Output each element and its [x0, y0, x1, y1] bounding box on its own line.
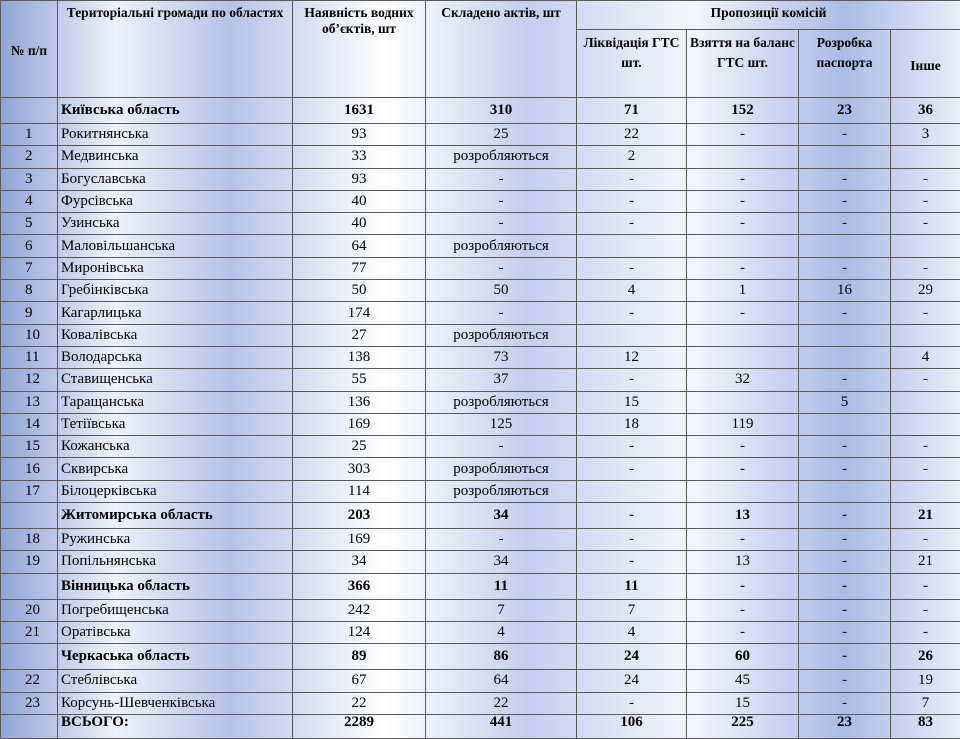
acts-count: 22 — [426, 692, 577, 714]
row-num: 10 — [1, 324, 58, 346]
row-num — [1, 503, 58, 529]
passport-count: - — [799, 573, 891, 599]
passport-count: - — [799, 529, 891, 551]
other-count — [891, 413, 960, 435]
liquidation-count — [577, 480, 687, 502]
header-num: № п/п — [1, 1, 58, 98]
balance-count — [687, 324, 799, 346]
table-row — [1, 436, 960, 458]
row-num: 8 — [1, 280, 58, 302]
passport-count: - — [799, 692, 891, 714]
balance-count: 1 — [687, 280, 799, 302]
liquidation-count: 12 — [577, 346, 687, 368]
community-name: Сквирська — [58, 458, 293, 480]
other-count — [891, 391, 960, 413]
passport-count: 5 — [799, 391, 891, 413]
passport-count: - — [799, 168, 891, 190]
balance-count: - — [687, 302, 799, 324]
balance-count: 60 — [687, 644, 799, 670]
balance-count: - — [687, 257, 799, 279]
liquidation-count: - — [577, 529, 687, 551]
acts-count: - — [426, 302, 577, 324]
acts-count: 441 — [426, 714, 577, 738]
acts-count: 11 — [426, 573, 577, 599]
other-count: 4 — [891, 346, 960, 368]
water-count: 114 — [293, 480, 426, 502]
balance-count: - — [687, 599, 799, 621]
liquidation-count: - — [577, 168, 687, 190]
table-row — [1, 324, 960, 346]
row-num: 18 — [1, 529, 58, 551]
acts-count: 34 — [426, 551, 577, 573]
balance-count: - — [687, 190, 799, 212]
water-count: 67 — [293, 670, 426, 692]
community-name: Ковалівська — [58, 324, 293, 346]
row-num: 23 — [1, 692, 58, 714]
passport-count: - — [799, 644, 891, 670]
community-name: Житомирська область — [58, 503, 293, 529]
table-row — [1, 621, 960, 643]
community-name: Кагарлицька — [58, 302, 293, 324]
liquidation-count: - — [577, 302, 687, 324]
other-count: 36 — [891, 98, 960, 124]
community-name: Тетіївська — [58, 413, 293, 435]
balance-count: 15 — [687, 692, 799, 714]
community-name: ВСЬОГО: — [58, 714, 293, 738]
balance-count: - — [687, 124, 799, 146]
total-row — [1, 714, 960, 738]
water-count: 203 — [293, 503, 426, 529]
passport-count: - — [799, 302, 891, 324]
water-count: 34 — [293, 551, 426, 573]
other-count: - — [891, 213, 960, 235]
water-count: 174 — [293, 302, 426, 324]
balance-count — [687, 391, 799, 413]
header-proposals: Пропозиції комісій — [577, 1, 960, 30]
passport-count — [799, 324, 891, 346]
header-water-objects: Наявність водних об’єктів, шт — [293, 1, 426, 98]
passport-count: - — [799, 458, 891, 480]
community-name: Миронівська — [58, 257, 293, 279]
community-name: Рокитнянська — [58, 124, 293, 146]
balance-count — [687, 235, 799, 257]
water-count: 366 — [293, 573, 426, 599]
balance-count: - — [687, 213, 799, 235]
community-name: Ружинська — [58, 529, 293, 551]
liquidation-count: - — [577, 503, 687, 529]
other-count: - — [891, 190, 960, 212]
row-num: 1 — [1, 124, 58, 146]
acts-count: 125 — [426, 413, 577, 435]
row-num: 20 — [1, 599, 58, 621]
community-name: Узинська — [58, 213, 293, 235]
water-count: 22 — [293, 692, 426, 714]
water-count: 77 — [293, 257, 426, 279]
balance-count — [687, 480, 799, 502]
other-count: 21 — [891, 551, 960, 573]
liquidation-count: - — [577, 458, 687, 480]
balance-count: 225 — [687, 714, 799, 738]
liquidation-count: 24 — [577, 670, 687, 692]
water-count: 40 — [293, 190, 426, 212]
water-count: 136 — [293, 391, 426, 413]
table-row — [1, 190, 960, 212]
passport-count — [799, 346, 891, 368]
passport-count: - — [799, 621, 891, 643]
row-num: 21 — [1, 621, 58, 643]
balance-count: - — [687, 529, 799, 551]
passport-count: - — [799, 369, 891, 391]
other-count — [891, 235, 960, 257]
water-count: 93 — [293, 168, 426, 190]
acts-count: 50 — [426, 280, 577, 302]
balance-count — [687, 146, 799, 168]
balance-count: - — [687, 458, 799, 480]
community-name: Фурсівська — [58, 190, 293, 212]
acts-count: - — [426, 168, 577, 190]
community-name: Оратівська — [58, 621, 293, 643]
table-row — [1, 213, 960, 235]
passport-count: - — [799, 190, 891, 212]
liquidation-count: - — [577, 692, 687, 714]
other-count: - — [891, 621, 960, 643]
community-name: Ставищенська — [58, 369, 293, 391]
other-count: 21 — [891, 503, 960, 529]
liquidation-count: 24 — [577, 644, 687, 670]
row-num: 7 — [1, 257, 58, 279]
header-acts: Складено актів, шт — [426, 1, 577, 98]
table-row — [1, 599, 960, 621]
passport-count: - — [799, 599, 891, 621]
acts-count: розробляються — [426, 146, 577, 168]
table-row — [1, 551, 960, 573]
header-balance: Взяття на баланс ГТС шт. — [687, 30, 799, 98]
community-name: Гребінківська — [58, 280, 293, 302]
table-row — [1, 480, 960, 502]
header-passport: Розробка паспорта — [799, 30, 891, 98]
acts-count: - — [426, 529, 577, 551]
region-row — [1, 503, 960, 529]
community-name: Черкаська область — [58, 644, 293, 670]
acts-count: розробляються — [426, 480, 577, 502]
row-num: 12 — [1, 369, 58, 391]
acts-count: 34 — [426, 503, 577, 529]
acts-count: 73 — [426, 346, 577, 368]
balance-count: 45 — [687, 670, 799, 692]
passport-count — [799, 235, 891, 257]
other-count: 19 — [891, 670, 960, 692]
region-row — [1, 573, 960, 599]
row-num: 6 — [1, 235, 58, 257]
community-name: Вінницька область — [58, 573, 293, 599]
region-row — [1, 644, 960, 670]
other-count: - — [891, 599, 960, 621]
liquidation-count: 71 — [577, 98, 687, 124]
water-count: 55 — [293, 369, 426, 391]
row-num: 14 — [1, 413, 58, 435]
row-num — [1, 714, 58, 738]
row-num: 22 — [1, 670, 58, 692]
table-row — [1, 458, 960, 480]
community-name: Київська область — [58, 98, 293, 124]
table-row — [1, 235, 960, 257]
community-name: Попільнянська — [58, 551, 293, 573]
acts-count: розробляються — [426, 391, 577, 413]
other-count: - — [891, 529, 960, 551]
passport-count: 16 — [799, 280, 891, 302]
community-name: Погребищенська — [58, 599, 293, 621]
row-num — [1, 98, 58, 124]
water-count: 124 — [293, 621, 426, 643]
balance-count: 119 — [687, 413, 799, 435]
acts-count: 64 — [426, 670, 577, 692]
acts-count: 310 — [426, 98, 577, 124]
liquidation-count: - — [577, 551, 687, 573]
table-row — [1, 391, 960, 413]
header-liquidation: Ліквідація ГТС шт. — [577, 30, 687, 98]
liquidation-count: 15 — [577, 391, 687, 413]
row-num: 17 — [1, 480, 58, 502]
balance-count: 13 — [687, 503, 799, 529]
other-count — [891, 480, 960, 502]
table-row — [1, 369, 960, 391]
water-count: 138 — [293, 346, 426, 368]
row-num: 11 — [1, 346, 58, 368]
other-count: - — [891, 458, 960, 480]
liquidation-count: - — [577, 436, 687, 458]
passport-count: - — [799, 670, 891, 692]
acts-count: 25 — [426, 124, 577, 146]
liquidation-count: - — [577, 213, 687, 235]
liquidation-count: - — [577, 369, 687, 391]
balance-count: - — [687, 436, 799, 458]
acts-count: - — [426, 213, 577, 235]
other-count: 83 — [891, 714, 960, 738]
water-count: 169 — [293, 529, 426, 551]
community-name: Корсунь-Шевченківська — [58, 692, 293, 714]
other-count: - — [891, 168, 960, 190]
other-count: 29 — [891, 280, 960, 302]
other-count: 3 — [891, 124, 960, 146]
community-name: Кожанська — [58, 436, 293, 458]
acts-count: розробляються — [426, 458, 577, 480]
passport-count: - — [799, 213, 891, 235]
table-row — [1, 168, 960, 190]
other-count — [891, 146, 960, 168]
passport-count: - — [799, 503, 891, 529]
water-count: 93 — [293, 124, 426, 146]
liquidation-count: 22 — [577, 124, 687, 146]
passport-count: - — [799, 257, 891, 279]
table-row — [1, 146, 960, 168]
table-row — [1, 670, 960, 692]
header-community: Територіальні громади по областях — [58, 1, 293, 98]
acts-count: - — [426, 436, 577, 458]
acts-count: 86 — [426, 644, 577, 670]
passport-count: - — [799, 124, 891, 146]
passport-count — [799, 146, 891, 168]
other-count: - — [891, 302, 960, 324]
community-name: Медвинська — [58, 146, 293, 168]
balance-count: 152 — [687, 98, 799, 124]
community-name: Таращанська — [58, 391, 293, 413]
table-row — [1, 280, 960, 302]
liquidation-count: 11 — [577, 573, 687, 599]
row-num: 19 — [1, 551, 58, 573]
other-count: - — [891, 573, 960, 599]
row-num: 15 — [1, 436, 58, 458]
other-count: - — [891, 436, 960, 458]
other-count: - — [891, 257, 960, 279]
balance-count: 13 — [687, 551, 799, 573]
balance-count: 32 — [687, 369, 799, 391]
liquidation-count: - — [577, 257, 687, 279]
row-num: 2 — [1, 146, 58, 168]
passport-count: - — [799, 551, 891, 573]
row-num: 13 — [1, 391, 58, 413]
acts-count: розробляються — [426, 235, 577, 257]
row-num: 3 — [1, 168, 58, 190]
passport-count: 23 — [799, 98, 891, 124]
table-row — [1, 302, 960, 324]
other-count: 7 — [891, 692, 960, 714]
header-other: Інше — [891, 30, 960, 98]
water-count: 89 — [293, 644, 426, 670]
water-count: 33 — [293, 146, 426, 168]
row-num: 16 — [1, 458, 58, 480]
liquidation-count: 18 — [577, 413, 687, 435]
acts-count: 4 — [426, 621, 577, 643]
region-row — [1, 98, 960, 124]
water-count: 169 — [293, 413, 426, 435]
water-count: 2289 — [293, 714, 426, 738]
liquidation-count: 7 — [577, 599, 687, 621]
table-body — [1, 98, 960, 739]
water-count: 242 — [293, 599, 426, 621]
water-count: 64 — [293, 235, 426, 257]
acts-count: 37 — [426, 369, 577, 391]
water-count: 50 — [293, 280, 426, 302]
balance-count: - — [687, 168, 799, 190]
table-row — [1, 346, 960, 368]
liquidation-count — [577, 235, 687, 257]
community-name: Стеблівська — [58, 670, 293, 692]
community-name: Маловільшанська — [58, 235, 293, 257]
row-num: 9 — [1, 302, 58, 324]
acts-count: - — [426, 190, 577, 212]
table-row — [1, 529, 960, 551]
water-count: 1631 — [293, 98, 426, 124]
other-count: - — [891, 369, 960, 391]
acts-count: 7 — [426, 599, 577, 621]
passport-count: 23 — [799, 714, 891, 738]
row-num — [1, 573, 58, 599]
balance-count — [687, 346, 799, 368]
row-num: 5 — [1, 213, 58, 235]
balance-count: - — [687, 573, 799, 599]
table-row — [1, 124, 960, 146]
liquidation-count — [577, 324, 687, 346]
passport-count — [799, 413, 891, 435]
table-row — [1, 413, 960, 435]
liquidation-count: 4 — [577, 621, 687, 643]
liquidation-count: 106 — [577, 714, 687, 738]
acts-count: - — [426, 257, 577, 279]
other-count — [891, 324, 960, 346]
acts-count: розробляються — [426, 324, 577, 346]
community-name: Білоцерківська — [58, 480, 293, 502]
other-count: 26 — [891, 644, 960, 670]
water-count: 27 — [293, 324, 426, 346]
balance-count: - — [687, 621, 799, 643]
passport-count — [799, 480, 891, 502]
table-row — [1, 692, 960, 714]
table-row — [1, 257, 960, 279]
water-count: 25 — [293, 436, 426, 458]
liquidation-count: 4 — [577, 280, 687, 302]
row-num: 4 — [1, 190, 58, 212]
liquidation-count: - — [577, 190, 687, 212]
water-count: 40 — [293, 213, 426, 235]
water-count: 303 — [293, 458, 426, 480]
row-num — [1, 644, 58, 670]
community-name: Богуславська — [58, 168, 293, 190]
liquidation-count: 2 — [577, 146, 687, 168]
passport-count: - — [799, 436, 891, 458]
community-name: Володарська — [58, 346, 293, 368]
